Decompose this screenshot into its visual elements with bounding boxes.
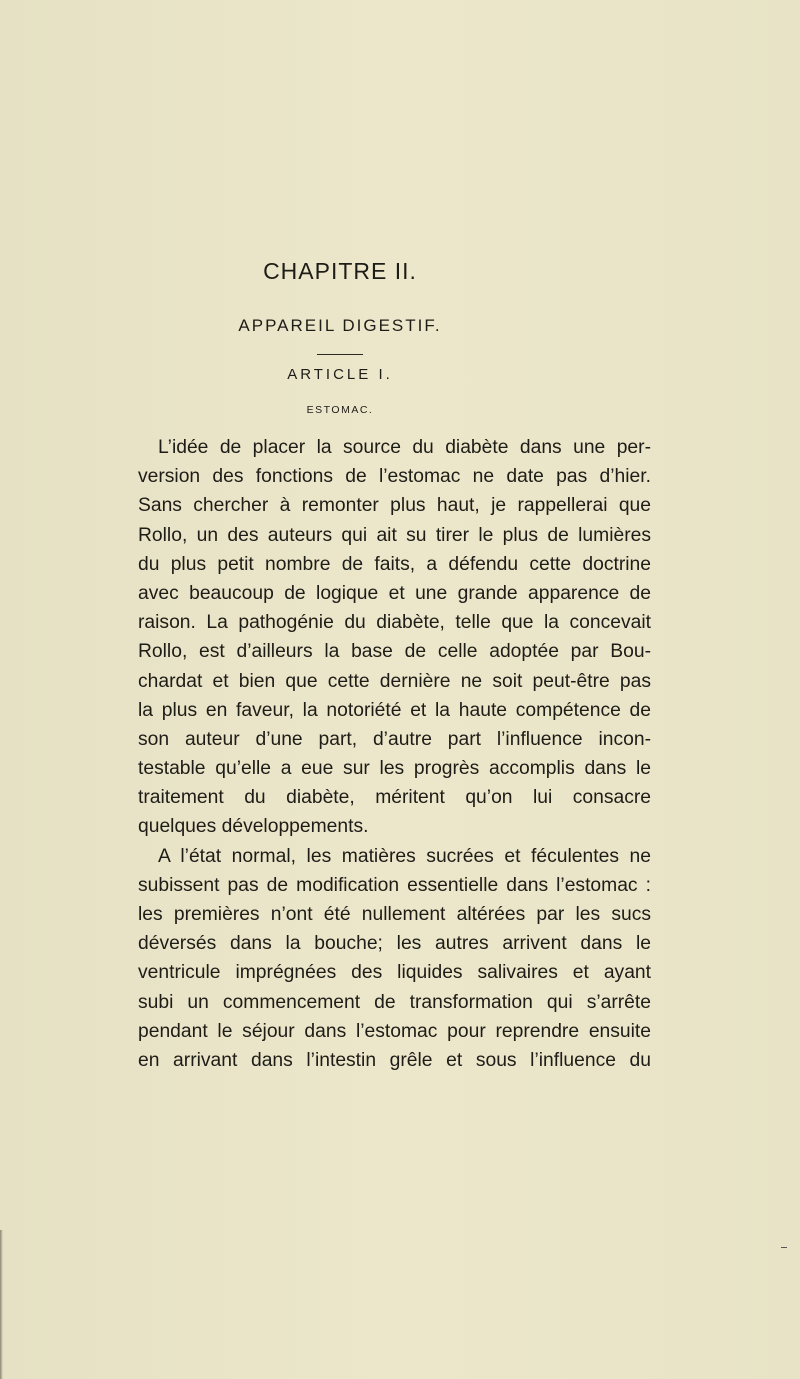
text-line: avec beaucoup de logique et une grande apparence de [138, 582, 651, 604]
text-line: la plus en faveur, la notoriété et la haute compétence de [138, 699, 651, 721]
title-divider [317, 354, 363, 355]
text-line: chardat et bien que cette dernière ne soit peut-être pas [138, 670, 651, 692]
text-line: Sans chercher à remonter plus haut, je rappellerai que [138, 495, 651, 517]
text-line: quelques développements. [138, 816, 369, 838]
chapter-title: CHAPITRE II. [263, 258, 417, 284]
text-line: son auteur d’une part, d’autre part l’influence incon- [138, 728, 651, 750]
text-line: du plus petit nombre de faits, a défendu cette doctrine [138, 553, 651, 575]
section-title: APPAREIL DIGESTIF. [238, 316, 442, 335]
text-line: pendant le séjour dans l’estomac pour reprendre ensuite [138, 1020, 651, 1042]
text-line: version des fonctions de l’estomac ne date pas d’hier. [138, 466, 651, 488]
body-text [138, 433, 651, 1075]
text-line: subissent pas de modification essentielle dans l’estomac : [138, 874, 651, 896]
text-line: Rollo, est d’ailleurs la base de celle adoptée par Bou- [138, 641, 651, 663]
text-line: Rollo, un des auteurs qui ait su tirer le plus de lumières [138, 524, 651, 546]
page-edge-shadow [0, 1230, 3, 1379]
text-line: déversés dans la bouche; les autres arrivent dans le [138, 933, 651, 955]
text-line: raison. La pathogénie du diabète, telle que la concevait [138, 612, 651, 634]
subject-title: ESTOMAC. [306, 404, 374, 416]
text-line: en arrivant dans l’intestin grêle et sous l’influence du [138, 1049, 651, 1071]
text-line: ventricule imprégnées des liquides salivaires et ayant [138, 962, 651, 984]
margin-mark [781, 1247, 787, 1248]
text-line: traitement du diabète, méritent qu’on lui consacre [138, 787, 651, 809]
text-line: subi un commencement de transformation qui s’arrête [138, 991, 651, 1013]
text-line: A l’état normal, les matières sucrées et féculentes ne [158, 845, 651, 867]
text-line: les premières n’ont été nullement altérées par les sucs [138, 904, 651, 925]
text-line: L’idée de placer la source du diabète dans une per- [158, 437, 651, 458]
text-line: testable qu’elle a eue sur les progrès accomplis dans le [138, 758, 651, 780]
article-title: ARTICLE I. [287, 366, 393, 383]
